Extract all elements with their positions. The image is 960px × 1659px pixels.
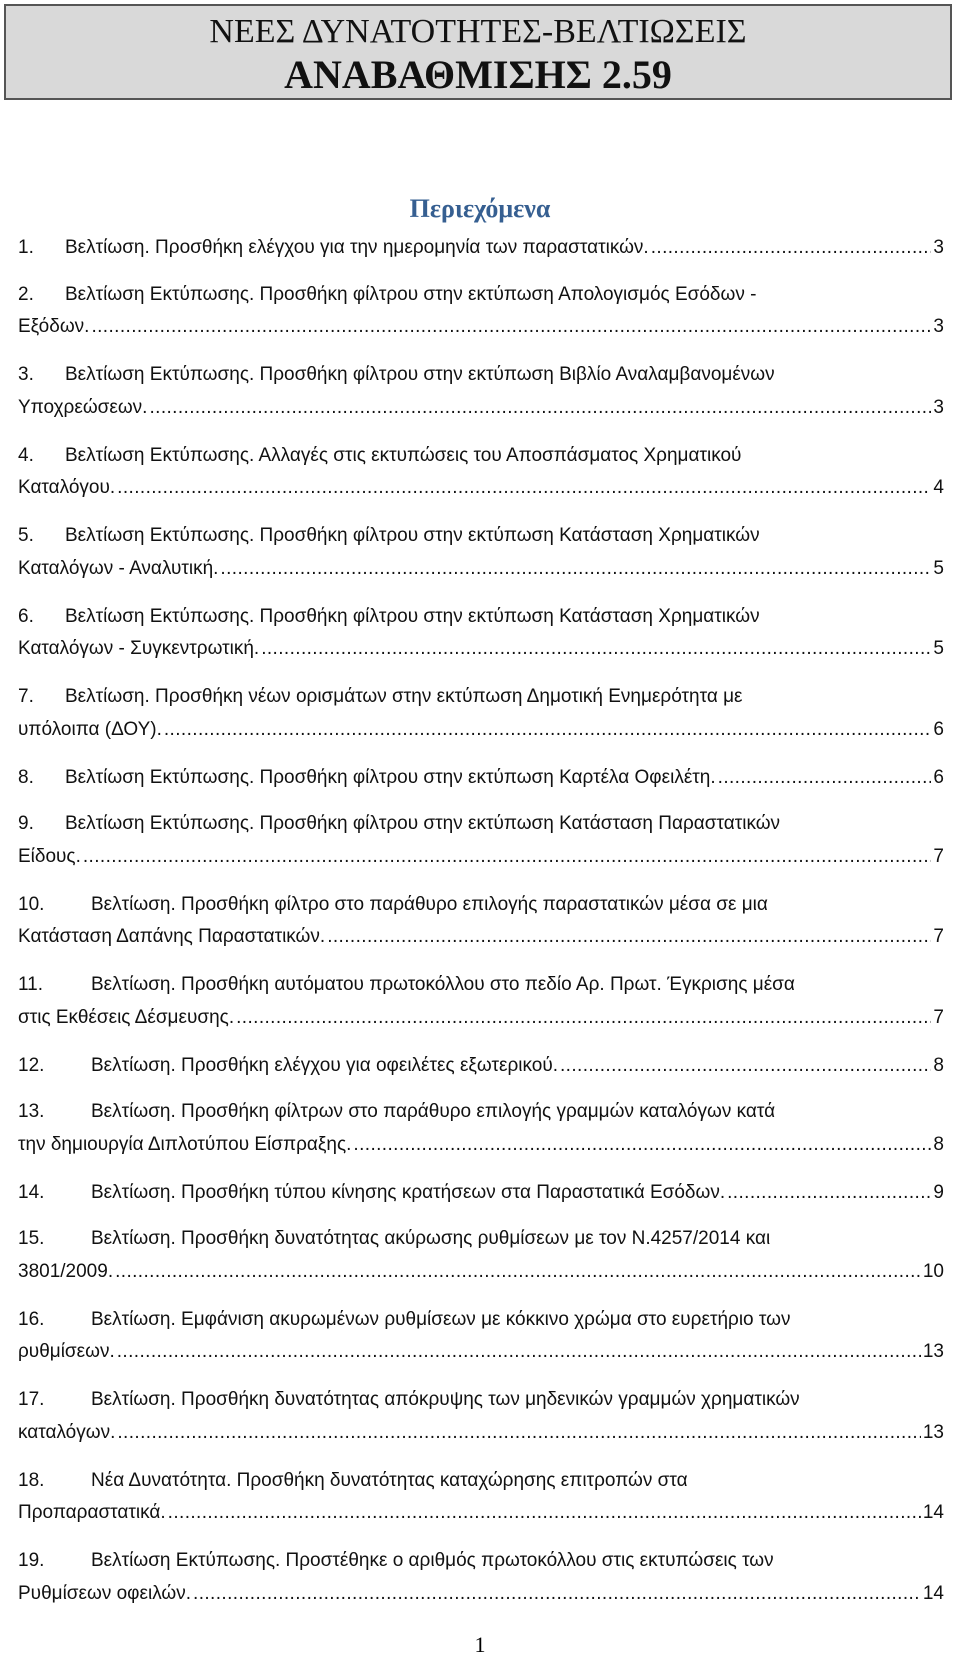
toc-entry-title: Βελτίωση Εκτύπωσης. Προσθήκη φίλτρου στην εκτύπωση Απολογισμός Εσόδων - xyxy=(65,283,757,305)
toc-entry-title: Βελτίωση. Προσθήκη φίλτρο στο παράθυρο επιλογής παραστατικών μέσα σε μια xyxy=(91,893,768,915)
toc-dot-leader xyxy=(115,1256,921,1289)
toc-entry[interactable] xyxy=(18,969,944,1034)
toc-entry[interactable] xyxy=(18,1096,944,1161)
toc-entry-title: Βελτίωση Εκτύπωσης. Αλλαγές στις εκτυπώσεις του Αποσπάσματος Χρηματικού xyxy=(65,444,742,466)
toc-entry-title: Βελτίωση Εκτύπωσης. Προσθήκη φίλτρου στην εκτύπωση Βιβλίο Αναλαμβανομένων xyxy=(65,364,775,385)
toc-entry-number: 7. xyxy=(18,686,34,707)
toc-dot-leader xyxy=(651,232,932,265)
toc-entry-number: 5. xyxy=(18,525,34,546)
toc-entry-number: 4. xyxy=(18,444,34,466)
toc-entry[interactable] xyxy=(18,440,944,505)
toc-entry-number: 13. xyxy=(18,1101,45,1122)
toc-entry-title: Βελτίωση. Προσθήκη αυτόματου πρωτοκόλλου στο πεδίο Αρ. Πρωτ. Έγκρισης μέσα xyxy=(91,974,795,995)
toc-entry-page: 8 xyxy=(933,1054,944,1076)
toc-entry-page: 3 xyxy=(933,316,944,337)
toc-entry-title-continued: 3801/2009. xyxy=(18,1260,114,1282)
toc-entry[interactable] xyxy=(18,601,944,666)
toc-dot-leader xyxy=(236,1002,931,1035)
toc-dot-leader xyxy=(261,633,931,666)
toc-heading: Περιεχόμενα xyxy=(409,194,551,223)
toc-entry[interactable] xyxy=(18,1465,944,1530)
toc-entry-number: 11. xyxy=(18,974,44,995)
toc-entry-number: 16. xyxy=(18,1308,45,1330)
document-title-box xyxy=(4,4,952,100)
toc-entry-number: 17. xyxy=(18,1389,45,1410)
toc-entry[interactable] xyxy=(18,1304,944,1369)
table-of-contents xyxy=(18,232,944,1626)
toc-entry-page: 13 xyxy=(922,1421,944,1443)
toc-dot-leader xyxy=(560,1050,931,1083)
toc-entry-page: 13 xyxy=(922,1341,944,1362)
toc-entry-title-continued: καταλόγων. xyxy=(18,1421,116,1443)
toc-entry-title-continued: Ρυθμίσεων οφειλών. xyxy=(18,1582,192,1604)
toc-entry-number: 14. xyxy=(18,1181,45,1203)
toc-entry[interactable] xyxy=(18,889,944,954)
title-line-1: ΝΕΕΣ ΔΥΝΑΤΟΤΗΤΕΣ-ΒΕΛΤΙΩΣΕΙΣ xyxy=(209,13,747,50)
toc-entry-title: Βελτίωση Εκτύπωσης. Προσθήκη φίλτρου στην εκτύπωση Κατάσταση Παραστατικών xyxy=(65,813,781,834)
toc-dot-leader xyxy=(353,1129,931,1162)
toc-entry-title: Βελτίωση. Προσθήκη ελέγχου για οφειλέτες εξωτερικού. xyxy=(91,1054,558,1076)
toc-entry-title-continued: στις Εκθέσεις Δέσμευσης. xyxy=(18,1006,235,1028)
toc-entry-title-continued: υπόλοιπα (ΔΟΥ). xyxy=(18,718,162,740)
toc-entry-title: Βελτίωση Εκτύπωσης. Προσθήκη φίλτρου στην εκτύπωση Καρτέλα Οφειλέτη. xyxy=(65,766,716,788)
toc-entry-page: 5 xyxy=(933,638,944,659)
toc-dot-leader xyxy=(117,1336,921,1369)
toc-entry[interactable] xyxy=(18,359,944,424)
toc-entry[interactable] xyxy=(18,1050,944,1083)
toc-entry-title-continued: ρυθμίσεων. xyxy=(18,1341,115,1362)
toc-entry-title: Βελτίωση Εκτύπωσης. Προστέθηκε ο αριθμός πρωτοκόλλου στις εκτυπώσεις των xyxy=(91,1550,774,1571)
toc-entry-page: 3 xyxy=(933,396,944,418)
toc-entry-title: Βελτίωση Εκτύπωσης. Προσθήκη φίλτρου στην εκτύπωση Κατάσταση Χρηματικών xyxy=(65,525,760,546)
toc-dot-leader xyxy=(117,472,931,505)
toc-entry-number: 15. xyxy=(18,1228,45,1249)
toc-dot-leader xyxy=(718,762,932,795)
toc-entry-number: 1. xyxy=(18,237,34,258)
toc-dot-leader xyxy=(327,921,931,954)
toc-entry-title: Βελτίωση. Προσθήκη δυνατότητας ακύρωσης ρυθμίσεων με τον Ν.4257/2014 και xyxy=(91,1228,771,1249)
toc-entry-number: 19. xyxy=(18,1550,45,1571)
toc-entry-page: 10 xyxy=(922,1260,944,1282)
toc-entry-title-continued: Καταλόγου. xyxy=(18,477,116,498)
toc-entry-title: Βελτίωση. Προσθήκη νέων ορισμάτων στην εκτύπωση Δημοτική Ενημερότητα με xyxy=(65,686,743,707)
toc-entry-title: Βελτίωση Εκτύπωσης. Προσθήκη φίλτρου στην εκτύπωση Κατάσταση Χρηματικών xyxy=(65,605,760,627)
page-number: 1 xyxy=(474,1632,486,1657)
toc-dot-leader xyxy=(83,841,932,874)
toc-entry-number: 6. xyxy=(18,605,34,627)
toc-entry-number: 9. xyxy=(18,813,34,834)
toc-dot-leader xyxy=(727,1177,931,1210)
toc-entry[interactable] xyxy=(18,232,944,265)
toc-entry[interactable] xyxy=(18,808,944,873)
toc-entry-number: 18. xyxy=(18,1469,45,1491)
toc-entry-page: 7 xyxy=(933,1006,944,1028)
toc-dot-leader xyxy=(117,1417,920,1450)
toc-entry-number: 8. xyxy=(18,766,34,788)
toc-entry-page: 7 xyxy=(933,845,944,867)
toc-entry-page: 8 xyxy=(933,1133,944,1155)
toc-entry-page: 6 xyxy=(933,766,944,788)
toc-entry-title: Βελτίωση. Εμφάνιση ακυρωμένων ρυθμίσεων με κόκκινο χρώμα στο ευρετήριο των xyxy=(91,1308,791,1330)
toc-entry[interactable] xyxy=(18,520,944,585)
toc-entry[interactable] xyxy=(18,681,944,746)
toc-entry[interactable] xyxy=(18,1384,944,1449)
toc-entry-page: 14 xyxy=(922,1582,944,1604)
toc-entry[interactable] xyxy=(18,1545,944,1610)
toc-entry-number: 12. xyxy=(18,1054,45,1076)
toc-entry-title: Βελτίωση. Προσθήκη ελέγχου για την ημερομηνία των παραστατικών. xyxy=(65,237,649,258)
toc-dot-leader xyxy=(220,553,931,586)
toc-entry-number: 10. xyxy=(18,893,45,915)
toc-entry-number: 3. xyxy=(18,364,34,385)
toc-entry-page: 4 xyxy=(933,477,944,498)
toc-entry-title-continued: την δημιουργία Διπλοτύπου Είσπραξης. xyxy=(18,1133,352,1155)
toc-dot-leader xyxy=(193,1578,921,1611)
toc-dot-leader xyxy=(91,311,931,344)
toc-entry-title-continued: Προπαραστατικά. xyxy=(18,1502,166,1523)
toc-dot-leader xyxy=(149,392,931,425)
toc-entry-title-continued: Καταλόγων - Αναλυτική. xyxy=(18,557,219,579)
toc-entry-number: 2. xyxy=(18,283,34,305)
toc-dot-leader xyxy=(168,1497,921,1530)
toc-entry-page: 7 xyxy=(933,926,944,947)
toc-entry-title: Νέα Δυνατότητα. Προσθήκη δυνατότητας καταχώρησης επιτροπών στα xyxy=(91,1469,688,1491)
toc-entry-title-continued: Καταλόγων - Συγκεντρωτική. xyxy=(18,638,260,659)
toc-entry-page: 5 xyxy=(933,557,944,579)
toc-entry[interactable] xyxy=(18,762,944,795)
title-line-2: ΑΝΑΒΑΘΜΙΣΗΣ 2.59 xyxy=(284,52,672,97)
toc-entry[interactable] xyxy=(18,1177,944,1210)
toc-entry-title: Βελτίωση. Προσθήκη δυνατότητας απόκρυψης των μηδενικών γραμμών χρηματικών xyxy=(91,1389,800,1410)
toc-entry-title: Βελτίωση. Προσθήκη τύπου κίνησης κρατήσεων στα Παραστατικά Εσόδων. xyxy=(91,1181,726,1203)
toc-entry-page: 6 xyxy=(933,718,944,740)
toc-entry-title-continued: Εξόδων. xyxy=(18,316,90,337)
toc-dot-leader xyxy=(164,714,932,747)
toc-entry-title: Βελτίωση. Προσθήκη φίλτρων στο παράθυρο επιλογής γραμμών καταλόγων κατά xyxy=(91,1101,776,1122)
toc-entry-page: 14 xyxy=(922,1502,944,1523)
toc-entry-title-continued: Είδους. xyxy=(18,845,81,867)
toc-entry-title-continued: Κατάσταση Δαπάνης Παραστατικών. xyxy=(18,926,326,947)
toc-entry[interactable] xyxy=(18,279,944,344)
toc-entry-page: 3 xyxy=(933,237,944,258)
toc-entry[interactable] xyxy=(18,1223,944,1288)
toc-entry-page: 9 xyxy=(933,1181,944,1203)
toc-entry-title-continued: Υποχρεώσεων. xyxy=(18,396,148,418)
